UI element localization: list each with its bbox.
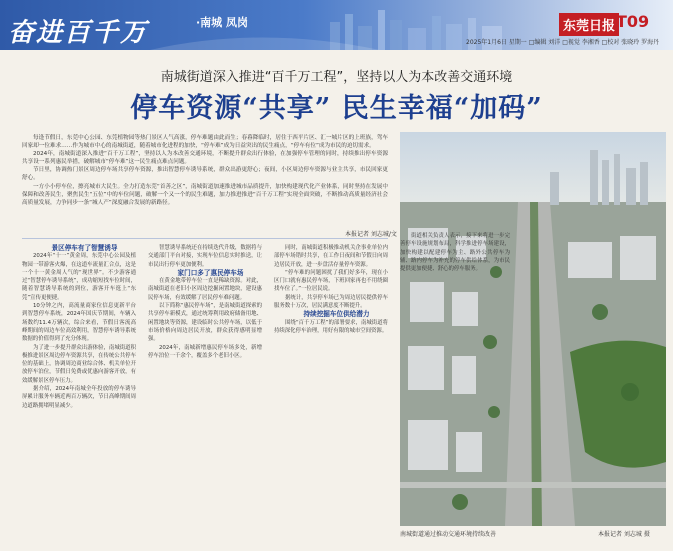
article-kicker: 南城街道深入推进“百千万工程”，坚持以人为本改善交通环境 (160, 70, 513, 85)
body-paragraph: 10分钟之内，高流量商家位信息更新平台到智慧停车系统，2024年国庆节期间，车辆入场数约11.4万辆次，综合来看，节假日客流高峰期间的周边车位高效利用，智慧停车诱导系统数据的价值得到了充分体现。 (22, 303, 136, 343)
body-paragraph: “停车难的问题困扰了我们好多年，现在小区门口就有惠民停车场，下班回家再也不用绕圈找车位了。”一位居民说。 (274, 269, 388, 293)
section-heading: 持续挖掘车位供给潜力 (303, 310, 370, 319)
body-paragraph: 据统计，共享停车场已为周边居民提供停车服务数十万次，居民满意度不断提升。 (274, 294, 388, 310)
body-paragraph: 2024年“十一”黄金周，东莞中心公园及植物园一带游客火爆，在这道车流量汇合点，这是一个十一黄金周人气的“现世界”。不少游客通过“智慧停车诱导系统”，成功缩短找车位时间，随着智慧诱导系统的到位，游客开车逛上“东莞”宣传更便捷。 (22, 253, 136, 301)
banner-subtitle: ·南城 凤岗 (196, 16, 249, 29)
lead-paragraph: 一方小小停车位，擦亮城市大民生。全力打造东莞“首善之区”，南城街道加速推进城市品质提升，加快构建现代化产业体系，同时坚持在发展中保障和改善民生，聚焦民生“五位”中的车位问题，破解一个又一个的民生难题，加力推进推进“百千万工程”实现全面突破，不断推动高质量经济社会高质量发展，力争同步一条“城人产”深度融合发展的新路径。 (22, 183, 388, 206)
page-meta: 2025年1月6日 星期一 □编辑 刘洋 □视觉 李湘香 □校对 张晓玲 罗海丹 (466, 39, 660, 46)
lead-paragraph: 2024年，南城街道深入推进“百千万工程”，坚持以人为本改善交通环境，不断提升群众出行体验，在加强停车管理的同时，持续推出停车资源共享设一系列惠民举措，破解城市“停车难”这一民生痛点难点问题。 (22, 151, 388, 166)
section-heading: 家门口多了惠民停车场 (177, 268, 244, 277)
page-number: T09 (616, 12, 650, 31)
body-column-2 (148, 244, 262, 540)
section-heading: 景区停车有了智慧诱导 (51, 244, 118, 252)
body-paragraph: 智慧诱导系统还在持续迭代升级，数据将与交通部门平台对接，实现车位信息实时推送，让市民出行停车更加便利。 (148, 245, 262, 268)
page-banner (0, 0, 673, 50)
lead-paragraph: 每逢节假日，东莞中心公园、东莞植物园等热门景区人气高涨，停车难题由此而生；春暮降临时，居住于西平片区、汇一城片区的上班族，驾车回家却一位难求……作为城市中心的南城街道，随着城市化进程的加快，“停车难”成为日益突出的民生痛点，“停车有位”成为市民的迫切需求。 (22, 135, 388, 150)
photo-credit: 本报记者 刘志城 摄 (598, 531, 650, 538)
lead-credit: 本报记者 刘志城/文 (345, 231, 397, 238)
body-paragraph: 围绕“百千万工程”的部署要求，南城街道将持续深化停车治理，用好有限的城市空间资源。 (274, 319, 388, 334)
body-paragraph: 为了进一步提升群众出游体验，南城街道积极推进景区周边停车资源共享，在传统公共停车位的基础上，协调周边商业综合体、机关单位开放停车泊位，节假日免费或优惠向游客开放，有效缓解景区停车压力。 (22, 344, 136, 384)
body-paragraph: 街道相关负责人表示，接下来将进一步完善停车设施规划布局，科学推进停车场建设，加快构建以配建停车为主、路外公共停车为辅、路内停车为补充的停车供给体系，为市民提供更加便捷、舒心的停车服务。 (400, 233, 510, 273)
body-column-4 (400, 232, 510, 352)
article-headline: 停车资源“共享” 民生幸福“加码” (130, 93, 543, 124)
body-paragraph: 在黄金地带停车位一直是稀缺资源。对此，南城街道在老旧小区周边挖掘闲置地块，建设惠民停车场，有效缓解了居民停车难问题。 (148, 278, 262, 301)
body-paragraph: 同时，南城街道积极推动机关企事业单位内部停车场错时共享，在工作日夜间和节假日向周边居民开放，进一步盘活存量停车资源。 (274, 245, 388, 268)
section-divider (22, 238, 388, 239)
banner-title: 奋进百千万 (8, 18, 149, 48)
body-paragraph: 据介绍，2024年南城全年投放的停车诱导屏累计服务车辆近两百万辆次，节日高峰期间周边道路拥堵明显减少。 (22, 386, 136, 409)
body-column-3 (274, 244, 388, 540)
photo-caption: 南城街道通过推动交通环境持续改善 (400, 531, 497, 538)
body-paragraph: 2024年，南城新增惠民停车场多处，新增停车泊位一千余个，覆盖多个老旧小区。 (148, 344, 262, 359)
body-paragraph: 以下简称“惠民停车场”，是南城街道探索的共享停车新模式，通过统筹利用政府储备用地、闲置地块等资源，建设临时公共停车场，以低于市场价格向周边居民开放，群众获得感明显增强。 (148, 303, 262, 343)
lead-paragraph: 节日里，协调热门景区周边停车场共享停车资源，推出智慧停车诱导系统，群众出游更舒心；夜间，小区周边停车资源与业主共享，市民回家更舒心。 (22, 167, 388, 182)
body-column-1 (22, 244, 136, 540)
newspaper-logo: 东莞日报 (559, 13, 619, 36)
article-lead (22, 134, 388, 222)
